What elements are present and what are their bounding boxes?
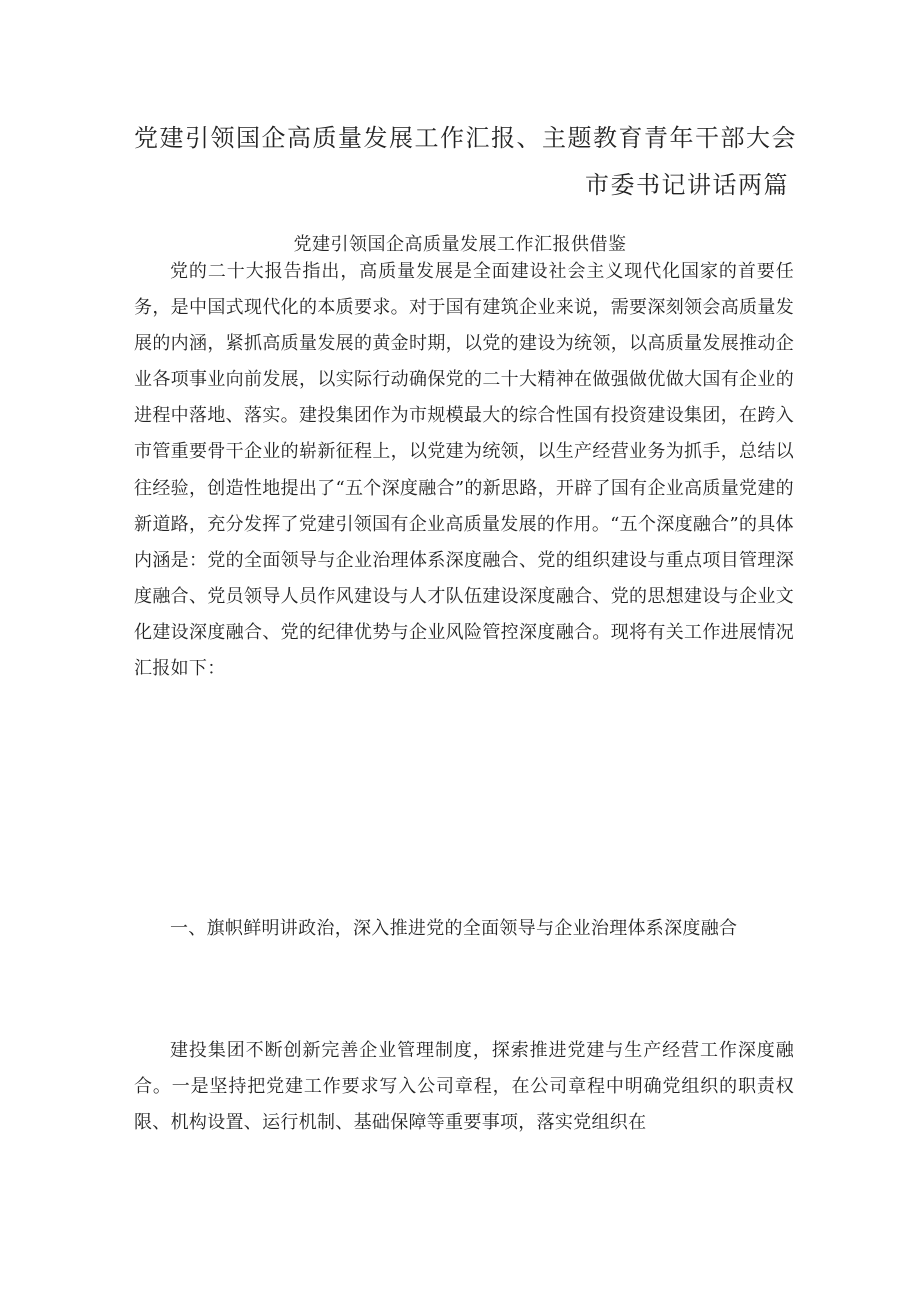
document-title-line-2: 市委书记讲话两篇 [585, 171, 789, 199]
section-heading-1: 一、旗帜鲜明讲政治，深入推进党的全面领导与企业治理体系深度融合 [170, 918, 738, 939]
paragraph-intro: 党的二十大报告指出，高质量发展是全面建设社会主义现代化国家的首要任务，是中国式现代化的本质要求。对于国有建筑企业来说，需要深刻领会高质量发展的内涵，紧抓高质量发展的黄金时期，以党的建设为统领，以高质量发展推动企业各项事业向前发展，以实际行动确保党的二十大精神在做强做优做大国有企业的进程中落地、落实。建投集团作为市规模最大的综合性国有投资建设集团，在跨入市管重要骨干企业的崭新征程上，以党建为统领，以生产经营业务为抓手，总结以往经验，创造性地提出了“五个深度融合”的新思路，开辟了国有企业高质量党建的新道路，充分发挥了党建引领国有企业高质量发展的作用。“五个深度融合”的具体内涵是：党的全面领导与企业治理体系深度融合、党的组织建设与重点项目管理深度融合、党员领导人员作风建设与人才队伍建设深度融合、党的思想建设与企业文化建设深度融合、党的纪律优势与企业风险管控深度融合。现将有关工作进展情况汇报如下： [134, 261, 794, 680]
document-title-line-1: 党建引领国企高质量发展工作汇报、主题教育青年干部大会 [134, 124, 797, 152]
paragraph-section-1: 建投集团不断创新完善企业管理制度，探索推进党建与生产经营工作深度融合。一是坚持把党建工作要求写入公司章程，在公司章程中明确党组织的职责权限、机构设置、运行机制、基础保障等重要事项，落实党组织在 [134, 1040, 794, 1134]
document-subtitle: 党建引领国企高质量发展工作汇报供借鉴 [293, 234, 627, 255]
